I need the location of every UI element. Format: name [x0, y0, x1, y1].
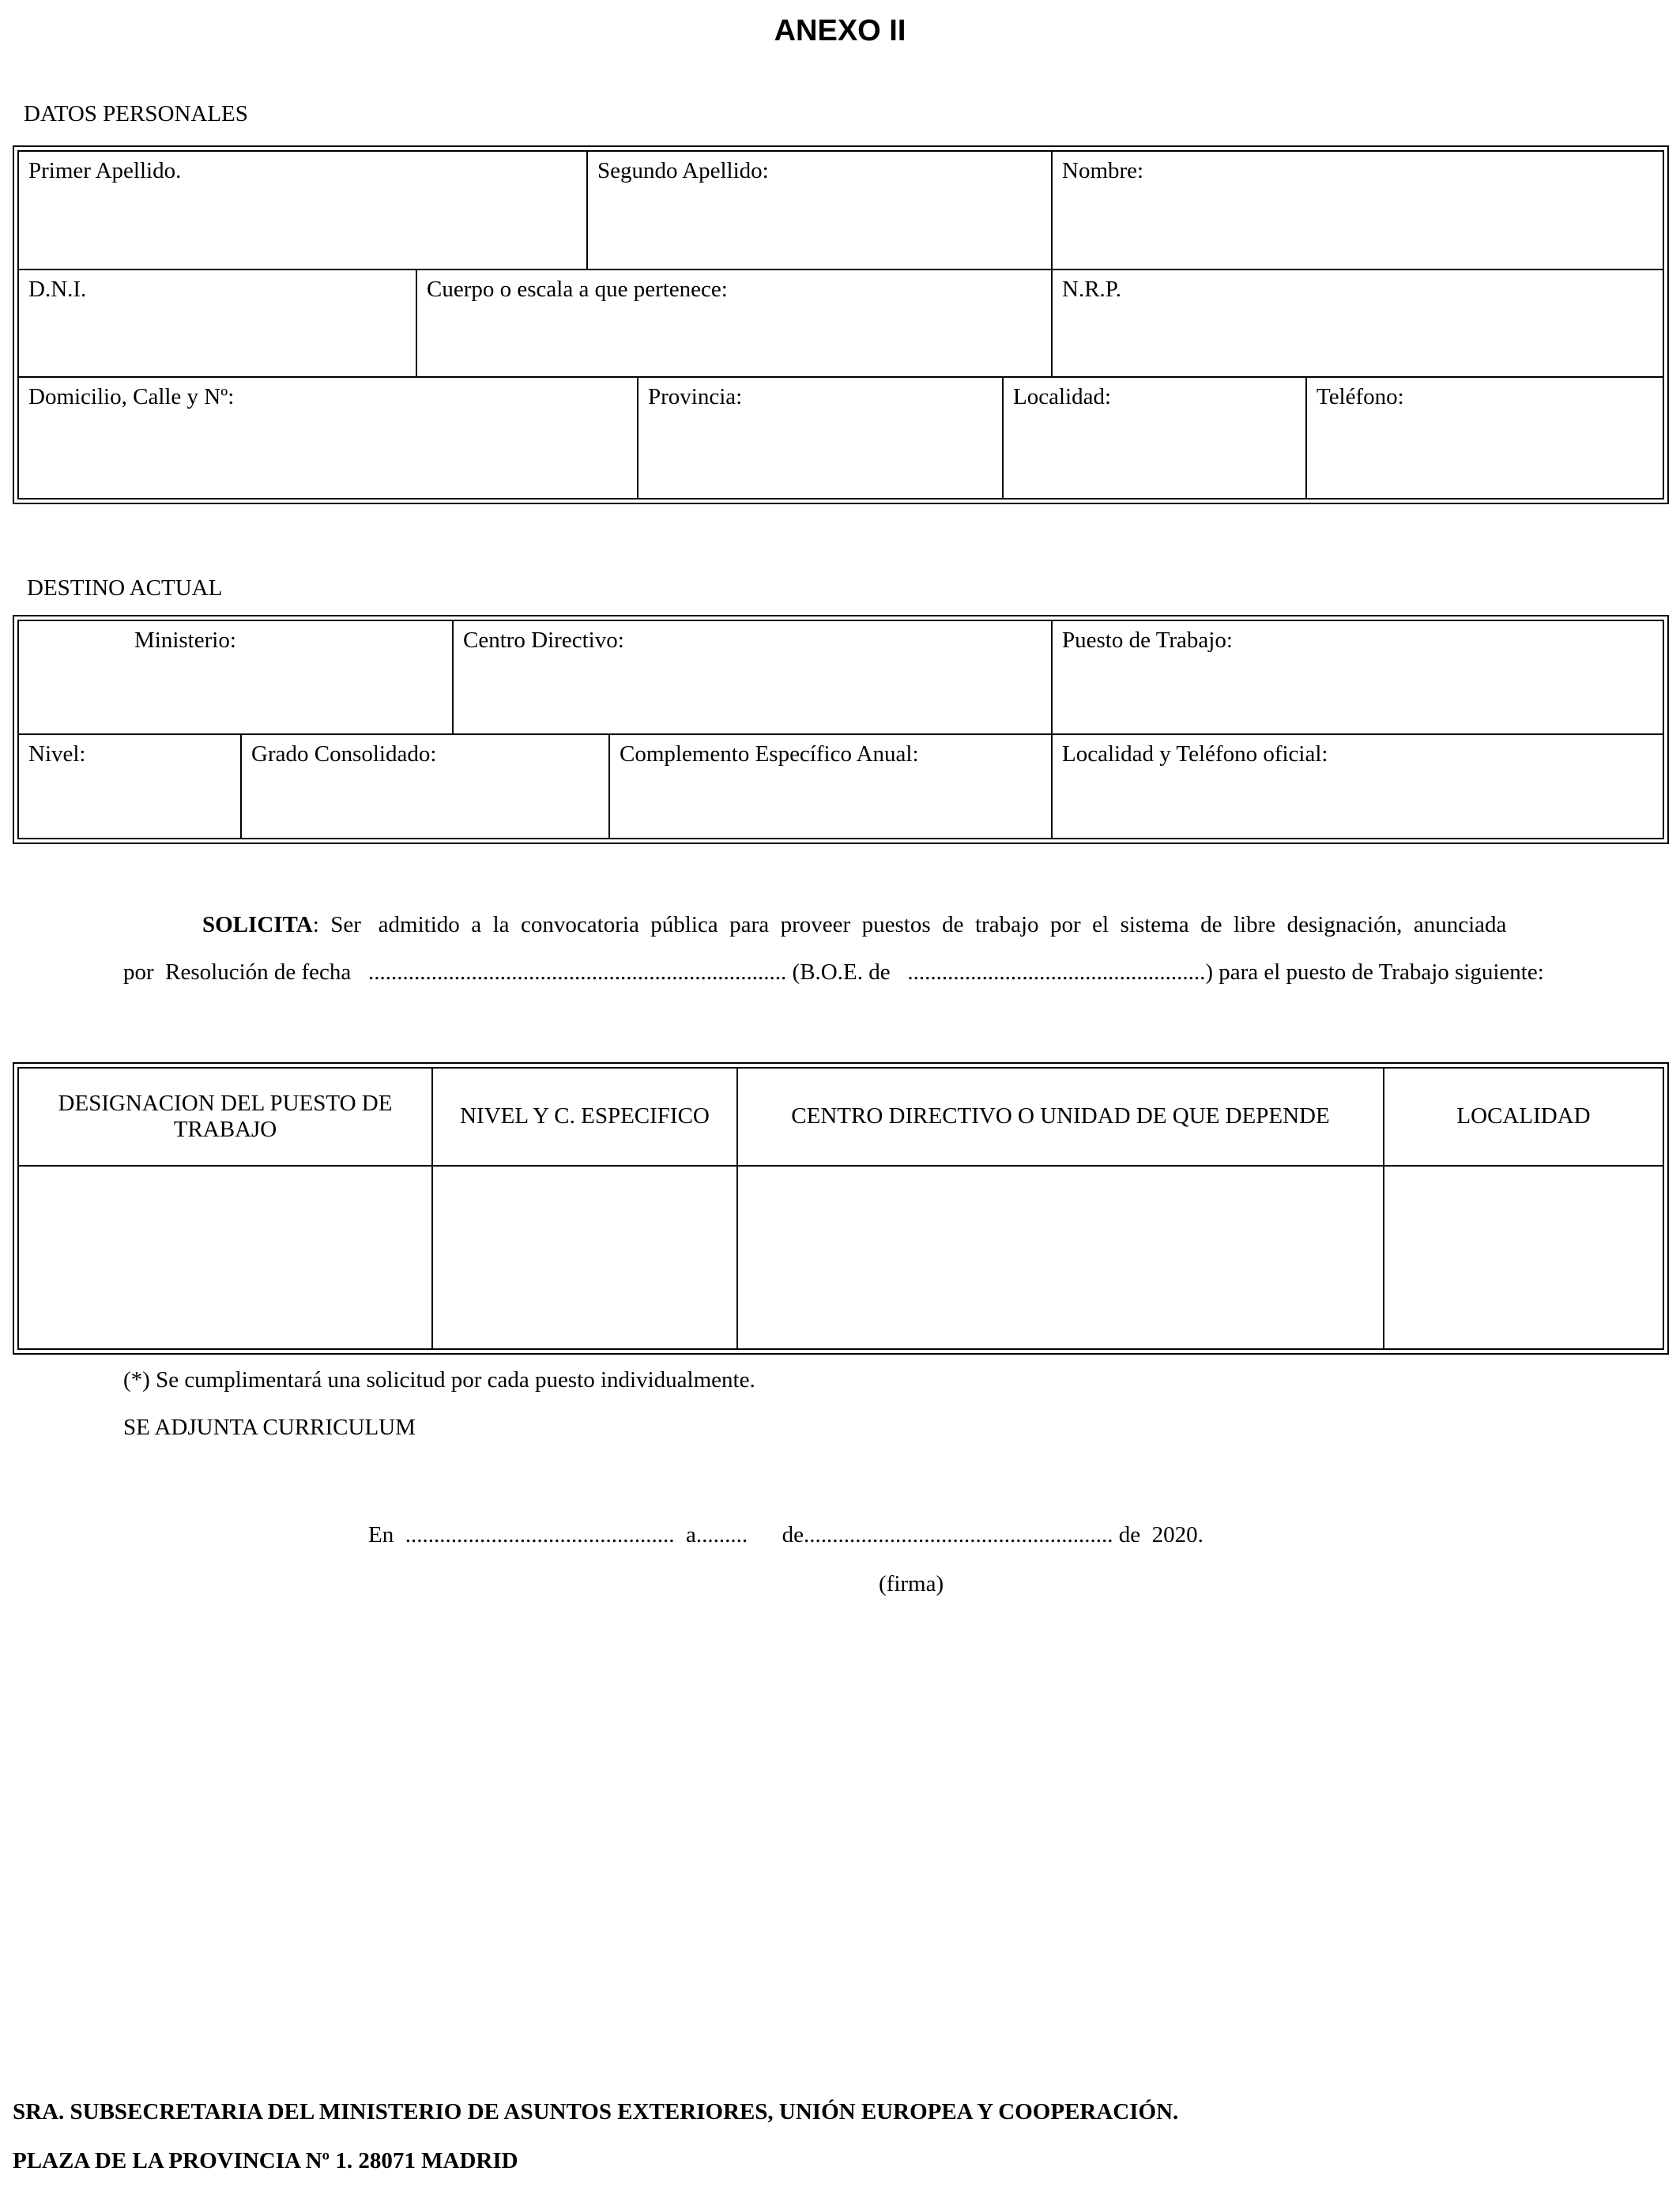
firma-label: (firma)	[879, 1571, 944, 1596]
dni-field[interactable]	[19, 270, 416, 376]
puesto-table	[13, 1062, 1669, 1355]
telefono-field[interactable]	[1305, 378, 1663, 498]
adjunta-text: SE ADJUNTA CURRICULUM	[123, 1415, 416, 1440]
puesto-header-row	[19, 1069, 1663, 1165]
footer-address-line-2: PLAZA DE LA PROVINCIA Nº 1. 28071 MADRID	[13, 2148, 518, 2173]
solicita-line-2: por Resolución de fecha ......................................................................... (B.O.E. de ....................................................) para el puesto de Trabajo siguiente:	[123, 959, 1544, 985]
domicilio-label: Domicilio, Calle y Nº:	[28, 384, 235, 409]
centro-directivo-label: Centro Directivo:	[463, 628, 624, 653]
footer-address-line-1: SRA. SUBSECRETARIA DEL MINISTERIO DE ASUNTOS EXTERIORES, UNIÓN EUROPEA Y COOPERACIÓN.	[13, 2099, 1179, 2124]
cuerpo-field[interactable]	[416, 270, 1051, 376]
note-text: (*) Se cumplimentará una solicitud por cada puesto individualmente.	[123, 1367, 755, 1393]
solicita-line-1	[202, 910, 1663, 939]
complemento-field[interactable]	[608, 735, 1051, 838]
solicita-text-1: : Ser admitido a la convocatoria pública para proveer puestos de trabajo por el sistema de libre designación, anunciada	[312, 912, 1507, 937]
puesto-trabajo-label: Puesto de Trabajo:	[1062, 628, 1233, 653]
nrp-field[interactable]	[1051, 270, 1663, 376]
nrp-label: N.R.P.	[1062, 277, 1121, 302]
ministerio-label: Ministerio:	[134, 628, 236, 653]
datos-row-3	[19, 376, 1663, 498]
destino-row-1	[19, 621, 1663, 733]
destino-row-2	[19, 733, 1663, 838]
grado-field[interactable]	[240, 735, 608, 838]
year-label: 2020.	[1151, 1522, 1203, 1547]
puesto-data-row	[19, 1165, 1663, 1348]
complemento-label: Complemento Específico Anual:	[620, 741, 919, 767]
localidad-input-cell[interactable]	[1383, 1167, 1663, 1348]
ministerio-field[interactable]	[19, 621, 452, 733]
dni-label: D.N.I.	[28, 277, 87, 302]
primer-apellido-field[interactable]	[19, 152, 586, 269]
de-blank[interactable]: ......................................................	[803, 1522, 1113, 1547]
solicita-keyword: SOLICITA	[202, 912, 313, 937]
telefono-label: Teléfono:	[1317, 384, 1404, 409]
cuerpo-label: Cuerpo o escala a que pertenece:	[427, 277, 728, 302]
a-blank[interactable]: .........	[695, 1522, 748, 1547]
en-label: En	[368, 1522, 394, 1547]
segundo-apellido-field[interactable]	[586, 152, 1051, 269]
col-header-localidad: LOCALIDAD	[1383, 1069, 1663, 1165]
de2-label: de	[1118, 1522, 1141, 1547]
nombre-field[interactable]	[1051, 152, 1663, 269]
de-label: de	[782, 1522, 804, 1547]
localidad-field[interactable]	[1002, 378, 1305, 498]
col-header-designacion: DESIGNACION DEL PUESTO DE TRABAJO	[58, 1090, 393, 1142]
a-label: a	[685, 1522, 696, 1547]
fecha-line	[368, 1521, 1203, 1549]
col-header-centro: CENTRO DIRECTIVO O UNIDAD DE QUE DEPENDE	[736, 1069, 1383, 1165]
centro-input-cell[interactable]	[736, 1167, 1383, 1348]
localidad-label: Localidad:	[1013, 384, 1112, 409]
localidad-telefono-label: Localidad y Teléfono oficial:	[1062, 741, 1328, 767]
nivel-field[interactable]	[19, 735, 240, 838]
en-blank[interactable]: ...............................................	[405, 1522, 675, 1547]
nivel-label: Nivel:	[28, 741, 86, 767]
provincia-label: Provincia:	[648, 384, 743, 409]
centro-directivo-field[interactable]	[452, 621, 1051, 733]
datos-personales-table	[13, 145, 1669, 504]
datos-row-1	[19, 152, 1663, 269]
designacion-input-cell[interactable]	[19, 1167, 431, 1348]
datos-row-2	[19, 269, 1663, 376]
nivel-input-cell[interactable]	[431, 1167, 736, 1348]
page-title: ANEXO II	[774, 14, 906, 47]
col-header-nivel: NIVEL Y C. ESPECIFICO	[431, 1069, 736, 1165]
destino-actual-label: DESTINO ACTUAL	[27, 575, 223, 601]
primer-apellido-label: Primer Apellido.	[28, 158, 182, 183]
segundo-apellido-label: Segundo Apellido:	[597, 158, 769, 183]
grado-label: Grado Consolidado:	[251, 741, 437, 767]
localidad-telefono-field[interactable]	[1051, 735, 1663, 838]
puesto-trabajo-field[interactable]	[1051, 621, 1663, 733]
nombre-label: Nombre:	[1062, 158, 1144, 183]
domicilio-field[interactable]	[19, 378, 637, 498]
destino-actual-table	[13, 615, 1669, 844]
datos-personales-label: DATOS PERSONALES	[24, 101, 248, 126]
provincia-field[interactable]	[637, 378, 1002, 498]
